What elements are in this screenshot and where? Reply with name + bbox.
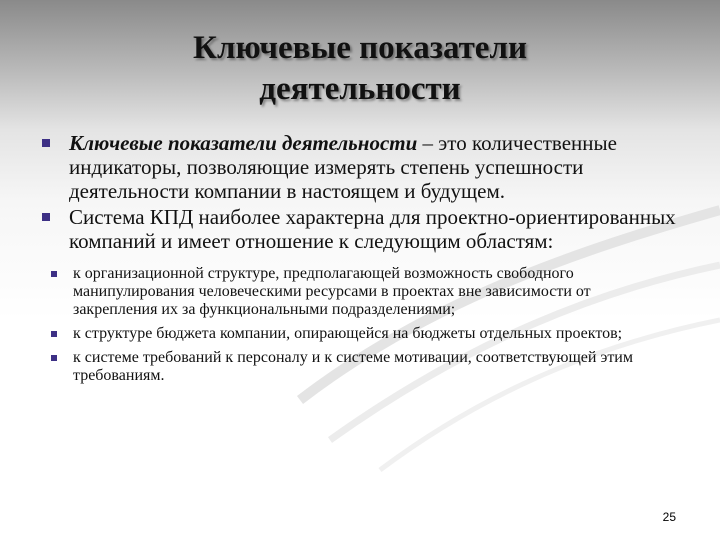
kpi-term: Ключевые показатели деятельности xyxy=(69,131,418,155)
sub-bullet-text: к организационной структуре, предполагающей возможность свободного манипулирования человеческими ресурсами в проектах вне зависимости от закрепления их за функциональными подразделениями; xyxy=(73,265,591,318)
slide-title-line: Ключевые показатели xyxy=(193,30,527,66)
sub-bullet-text: к структуре бюджета компании, опирающейся на бюджеты отдельных проектов; xyxy=(73,325,623,342)
kpi-system-text: Система КПД наиболее характерна для проектно-ориентированных компаний и имеет отношение к следующим областям: xyxy=(69,205,676,253)
sub-bullet-item xyxy=(40,325,678,343)
sub-bullet-item xyxy=(40,349,678,385)
square-bullet-icon xyxy=(42,139,50,147)
kpi-definition-text: – это количественные индикаторы, позволяющие измерять степень успешности деятельности компании в настоящем и будущем. xyxy=(69,131,617,203)
sub-bullet-list xyxy=(40,265,678,385)
bullet-item-kpi-definition xyxy=(38,131,678,203)
sub-bullet-item xyxy=(40,265,678,319)
bullet-list xyxy=(38,131,678,385)
square-bullet-icon xyxy=(51,331,57,337)
slide-title xyxy=(0,28,720,110)
square-bullet-icon xyxy=(51,355,57,361)
bullet-item-kpi-system xyxy=(38,205,678,253)
page-number: 25 xyxy=(662,510,676,524)
square-bullet-icon xyxy=(51,271,57,277)
square-bullet-icon xyxy=(42,213,50,221)
sub-bullet-text: к системе требований к персоналу и к системе мотивации, соответствующей этим требованиям. xyxy=(73,349,633,384)
slide-title-line: деятельности xyxy=(259,71,461,107)
